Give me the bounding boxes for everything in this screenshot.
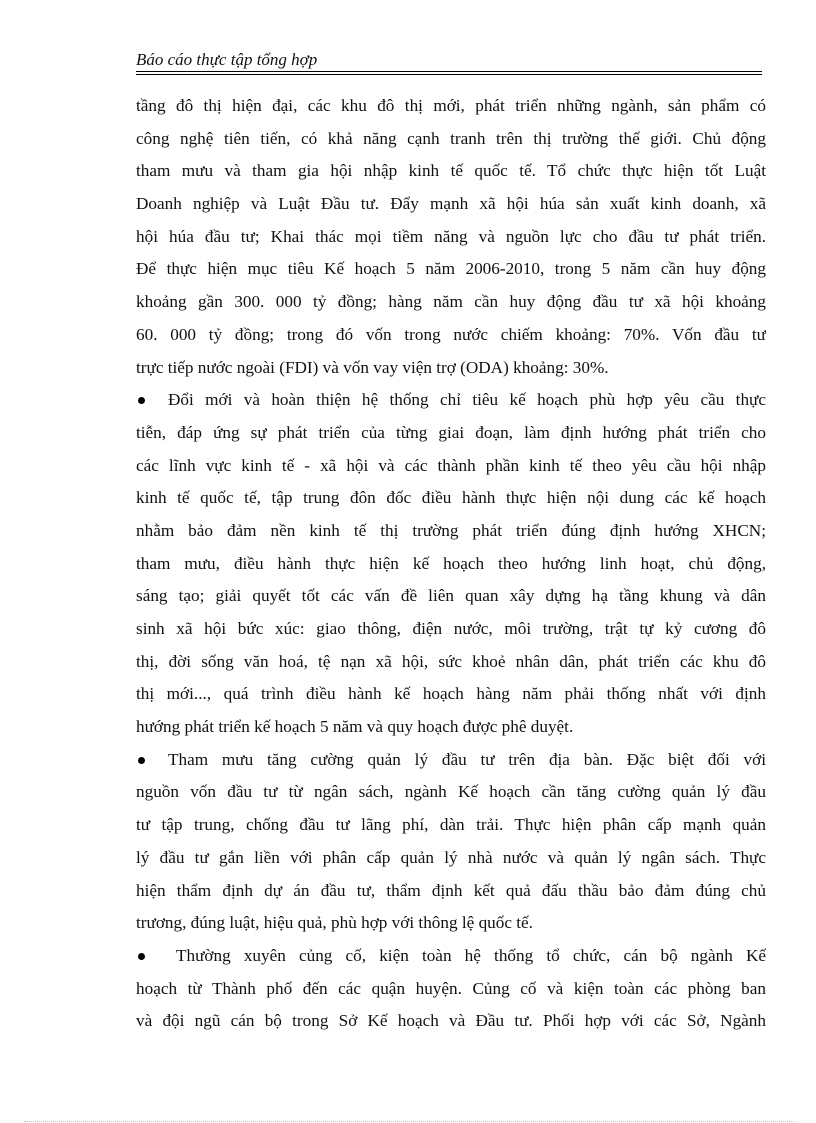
line-text: thị mới..., quá trình điều hành kế hoạch hàng năm phải thống nhất với định — [136, 684, 766, 704]
bullet-icon — [138, 953, 145, 960]
line-text: Đổi mới và hoàn thiện hệ thống chỉ tiêu kế hoạch phù hợp yêu cầu thực — [168, 390, 766, 410]
text-line — [136, 711, 766, 744]
bullet-paragraph — [136, 744, 766, 940]
text-line — [136, 678, 766, 711]
line-text: hướng phát triển kế hoạch 5 năm và quy hoạch được phê duyệt. — [136, 717, 574, 737]
line-text: trương, đúng luật, hiệu quả, phù hợp với thông lệ quốc tế. — [136, 913, 533, 933]
text-line — [136, 776, 766, 809]
text-line — [136, 188, 766, 221]
text-line — [136, 286, 766, 319]
line-text: tham mưu, điều hành thực hiện kế hoạch theo hướng linh hoạt, chủ động, — [136, 553, 766, 573]
text-line — [136, 580, 766, 613]
line-text: tầng đô thị hiện đại, các khu đô thị mới, phát triển những ngành, sản phẩm có — [136, 96, 766, 115]
text-line — [136, 875, 766, 908]
line-text: kinh tế quốc tế, tập trung đôn đốc điều hành thực hiện nội dung các kế hoạch — [136, 488, 766, 508]
line-text: tham mưu và tham gia hội nhập kinh tế quốc tế. Tổ chức thực hiện tốt Luật — [136, 161, 766, 181]
text-line — [136, 613, 766, 646]
text-line — [136, 940, 766, 973]
document-body — [136, 90, 766, 1038]
bullet-paragraph — [136, 940, 766, 1038]
text-line — [136, 646, 766, 679]
text-line — [136, 515, 766, 548]
line-text: sáng tạo; giải quyết tốt các vấn đề liên quan xây dựng hạ tầng khung và dân — [136, 586, 766, 606]
text-line — [136, 352, 766, 385]
line-text: hoạch từ Thành phố đến các quận huyện. Củng cố và kiện toàn các phòng ban — [136, 978, 766, 998]
line-text: Tham mưu tăng cường quản lý đầu tư trên địa bàn. Đặc biệt đối với — [168, 749, 766, 769]
line-text: tư tập trung, chống đầu tư lãng phí, dàn trải. Thực hiện phân cấp mạnh quản — [136, 815, 766, 835]
line-text: Doanh nghiệp và Luật Đầu tư. Đẩy mạnh xã hội húa sản xuất kinh doanh, xã — [136, 194, 766, 214]
header-rule-thin — [136, 71, 762, 72]
line-text: công nghệ tiên tiến, có khả năng cạnh tranh trên thị trường thế giới. Chủ động — [136, 128, 766, 148]
text-line — [136, 842, 766, 875]
line-text: và đội ngũ cán bộ trong Sở Kế hoạch và Đầu tư. Phối hợp với các Sở, Ngành — [136, 1011, 766, 1031]
line-text: trực tiếp nước ngoài (FDI) và vốn vay viện trợ (ODA) khoảng: 30%. — [136, 357, 609, 377]
line-text: Để thực hiện mục tiêu Kế hoạch 5 năm 2006-2010, trong 5 năm cần huy động — [136, 259, 766, 279]
text-line — [136, 417, 766, 450]
line-text: hiện thẩm định dự án đầu tư, thẩm định kết quả đấu thầu bảo đảm đúng chủ — [136, 880, 766, 900]
line-text: nguồn vốn đầu tư từ ngân sách, ngành Kế hoạch cần tăng cường quản lý đầu — [136, 782, 766, 802]
page-header — [136, 50, 762, 70]
line-text: các lĩnh vực kinh tế - xã hội và các thành phần kinh tế theo yêu cầu hội nhập — [136, 455, 766, 475]
text-line — [136, 221, 766, 254]
text-line — [136, 319, 766, 352]
line-text: thị, đời sống văn hoá, tệ nạn xã hội, sức khoẻ nhân dân, phát triển các khu đô — [136, 651, 766, 671]
text-line — [136, 907, 766, 940]
line-text: khoảng gần 300. 000 tỷ đồng; hàng năm cần huy động đầu tư xã hội khoảng — [136, 292, 766, 312]
line-text: Thường xuyên củng cố, kiện toàn hệ thống tổ chức, cán bộ ngành Kế — [176, 945, 766, 965]
text-line — [136, 123, 766, 156]
paragraph — [136, 90, 766, 384]
text-line — [136, 809, 766, 842]
text-line — [136, 482, 766, 515]
text-line — [136, 384, 766, 417]
line-text: nhằm bảo đảm nền kinh tế thị trường phát triển đúng định hướng XHCN; — [136, 520, 766, 540]
line-text: hội húa đầu tư; Khai thác mọi tiềm năng và nguồn lực cho đầu tư phát triển. — [136, 226, 766, 246]
line-text: sinh xã hội bức xúc: giao thông, điện nước, môi trường, trật tự kỷ cương đô — [136, 619, 766, 638]
bullet-icon — [138, 397, 145, 404]
line-text: tiễn, đáp ứng sự phát triển của từng giai đoạn, làm định hướng phát triển cho — [136, 422, 766, 442]
bullet-paragraph — [136, 384, 766, 744]
text-line — [136, 1005, 766, 1038]
header-title: Báo cáo thực tập tổng hợp — [136, 50, 318, 69]
text-line — [136, 973, 766, 1006]
footer-rule — [24, 1121, 794, 1122]
text-line — [136, 548, 766, 581]
line-text: 60. 000 tỷ đồng; trong đó vốn trong nước chiếm khoảng: 70%. Vốn đầu tư — [136, 324, 766, 344]
text-line — [136, 450, 766, 483]
bullet-icon — [138, 757, 145, 764]
text-line — [136, 155, 766, 188]
text-line — [136, 90, 766, 123]
text-line — [136, 253, 766, 286]
text-line — [136, 744, 766, 777]
line-text: lý đầu tư gắn liền với phân cấp quản lý nhà nước và quản lý ngân sách. Thực — [136, 847, 766, 867]
header-rule-thick — [136, 74, 762, 75]
